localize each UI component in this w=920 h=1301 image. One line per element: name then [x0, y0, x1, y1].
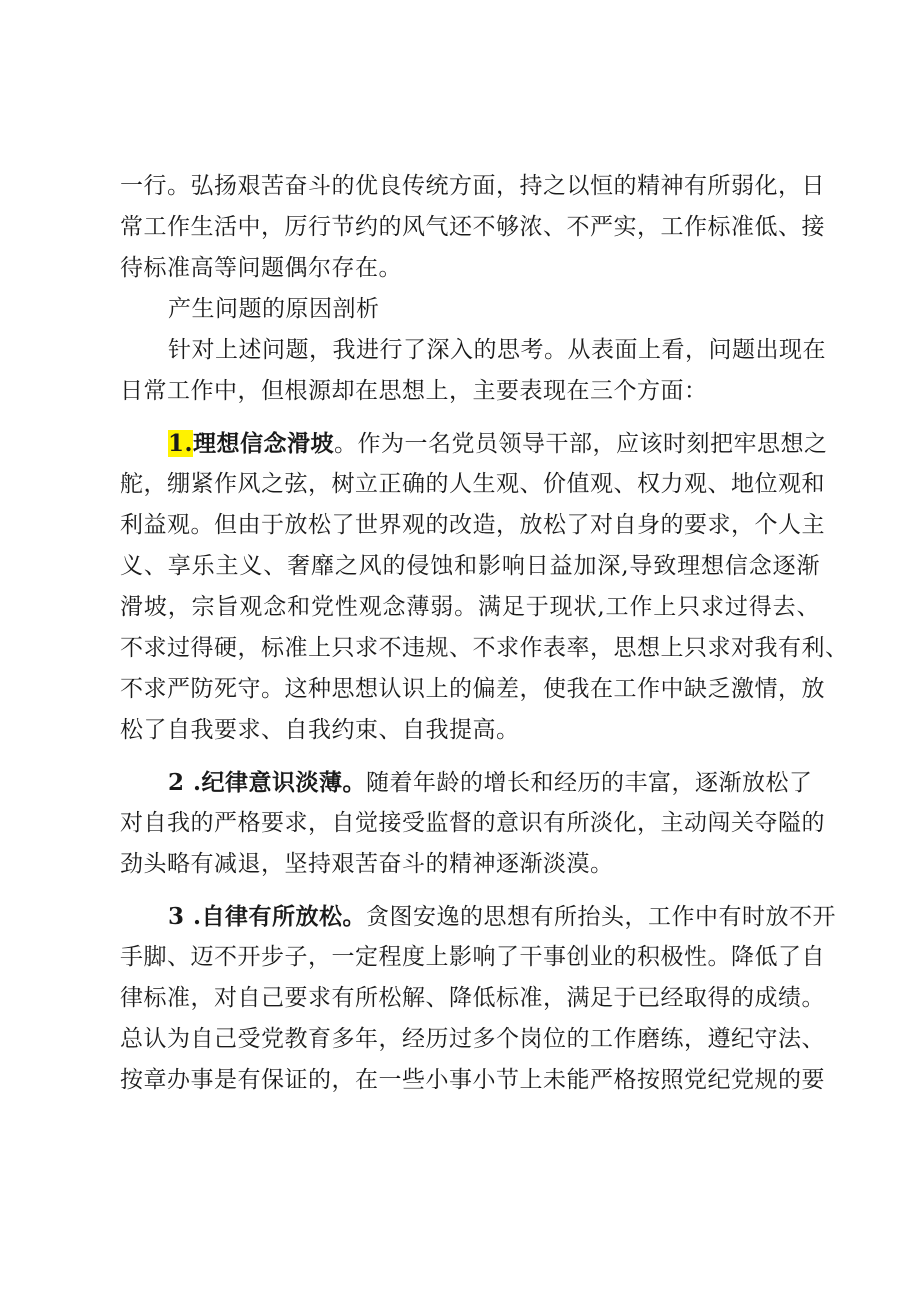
item-1-line: 义、享乐主义、奢靡之风的侵蚀和影响日益加深,导致理想信念逐渐 [120, 553, 820, 579]
item-1-first-line [120, 423, 828, 464]
item-2-first-line [120, 762, 820, 803]
paragraph-1-line-2: 常工作生活中，厉行节约的风气还不够浓、不严实，工作标准低、接 [120, 214, 825, 240]
item-2-line: 对自我的严格要求，自觉接受监督的意识有所淡化，主动闯关夺隘的 [120, 810, 825, 836]
paragraph-1-line-1: 一行。弘扬艰苦奋斗的优良传统方面，持之以恒的精神有所弱化，日 [120, 173, 825, 199]
item-2-first-line-rest: 随着年龄的增长和经历的丰富，逐渐放松了 [366, 770, 813, 796]
paragraph-1-line-3: 待标准高等问题偶尔存在。 [120, 255, 402, 281]
item-1-line: 利益观。但由于放松了世界观的改造，放松了对自身的要求，个人主 [120, 512, 825, 538]
item-1-line: 松了自我要求、自我约束、自我提高。 [120, 717, 520, 743]
item-3-title: 自律有所放松。 [201, 903, 367, 930]
intro-line-2: 日常工作中，但根源却在思想上，主要表现在三个方面： [120, 378, 708, 404]
item-3-line: 律标准，对自己要求有所松解、降低标准，满足于已经取得的成绩。 [120, 985, 825, 1011]
item-2-line: 劲头略有减退，坚持艰苦奋斗的精神逐渐淡漠。 [120, 851, 614, 877]
document-page [120, 166, 849, 1101]
item-2-title: 纪律意识淡薄。 [201, 769, 367, 796]
item-1-title: 理想信念滑坡 [193, 430, 335, 457]
item-1-line: 不求严防死守。这种思想认识上的偏差，使我在工作中缺乏激情，放 [120, 676, 825, 702]
item-3-line: 总认为自己受党教育多年，经历过多个岗位的工作磨练，遵纪守法、 [120, 1026, 825, 1052]
item-1-number: 1. [168, 430, 194, 457]
item-1-line: 舵，绷紧作风之弦，树立正确的人生观、价值观、权力观、地位观和 [120, 471, 825, 497]
item-2-number: 2 . [168, 769, 202, 796]
intro-line-1: 针对上述问题，我进行了深入的思考。从表面上看，问题出现在 [168, 337, 826, 363]
item-3-number: 3 . [168, 903, 202, 930]
section-heading: 产生问题的原因剖析 [168, 296, 380, 322]
item-3-first-line [120, 896, 837, 937]
item-3-line: 按章办事是有保证的，在一些小事小节上未能严格按照党纪党规的要 [120, 1067, 825, 1093]
item-3-line: 手脚、迈不开步子，一定程度上影响了干事创业的积极性。降低了自 [120, 944, 825, 970]
item-1-line: 滑坡，宗旨观念和党性观念薄弱。满足于现状,工作上只求过得去、 [120, 594, 820, 620]
item-3-first-line-rest: 贪图安逸的思想有所抬头，工作中有时放不开 [366, 904, 837, 930]
item-1-line: 不求过得硬，标准上只求不违规、不求作表率，思想上只求对我有利、 [120, 635, 849, 661]
item-1-first-line-rest: 。作为一名党员领导干部，应该时刻把牢思想之 [334, 431, 828, 457]
